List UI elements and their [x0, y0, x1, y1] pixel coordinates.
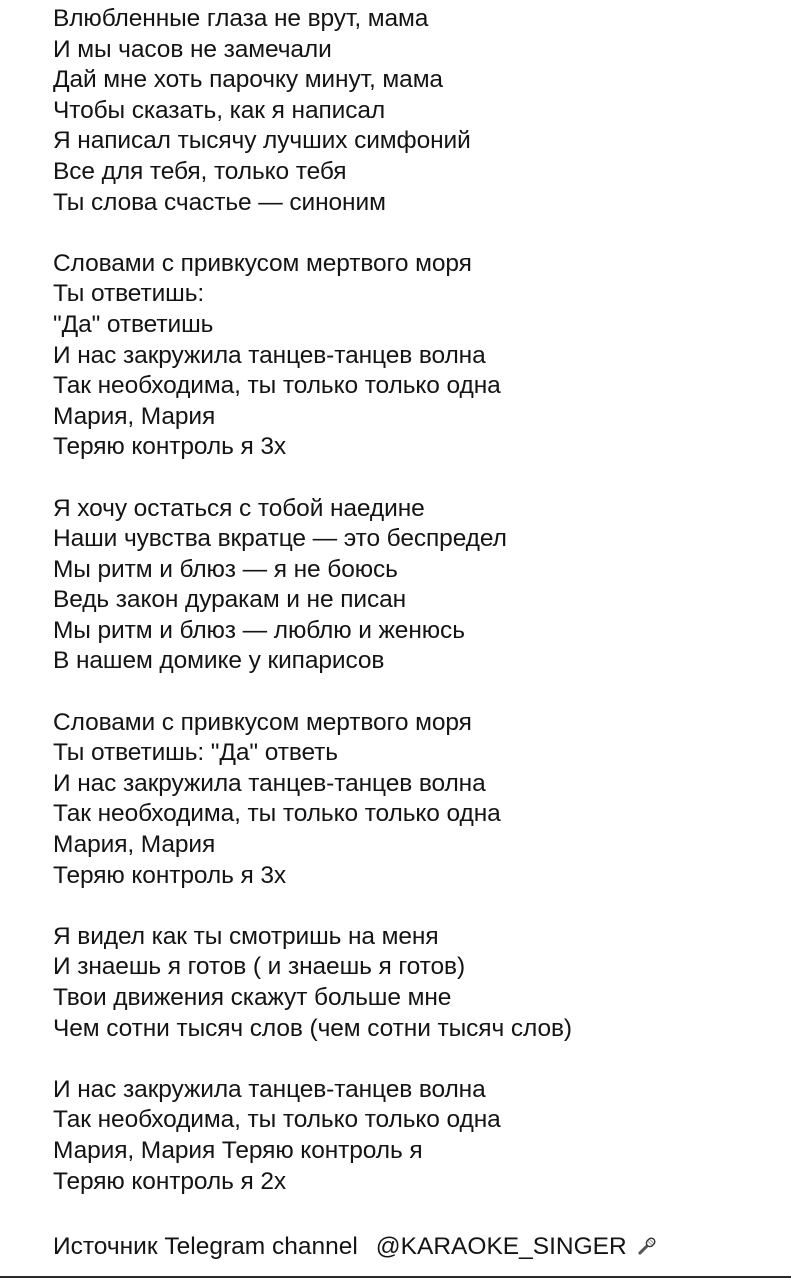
stanza [53, 494, 783, 678]
lyric-line: Ты ответишь: [53, 280, 205, 308]
source-label: Источник Telegram channel [53, 1233, 358, 1260]
lyric-line: Наши чувства вкратце — это беспредел [53, 525, 507, 553]
lyric-line: Чем сотни тысяч слов (чем сотни тысяч слов) [53, 1014, 572, 1042]
stanza [53, 922, 783, 1044]
stanza [53, 4, 783, 218]
stanza [53, 249, 783, 463]
lyric-line: Теряю контроль я 3х [53, 861, 287, 889]
lyric-line: Твои движения скажут больше мне [53, 984, 452, 1011]
lyric-line: Мы ритм и блюз — я не боюсь [53, 555, 398, 583]
lyric-line: Так необходима, ты только только одна [53, 1106, 501, 1134]
lyric-line: Все для тебя, только тебя [53, 157, 347, 185]
lyric-line: Дай мне хоть парочку минут, мама [53, 66, 443, 94]
lyric-line: Так необходима, ты только только одна [53, 372, 501, 400]
lyric-line: Чтобы сказать, как я написал [53, 96, 386, 124]
lyric-line: Ведь закон дуракам и не писан [53, 586, 407, 614]
lyrics-text [53, 4, 783, 1228]
lyric-line: Влюбленные глаза не врут, мама [53, 5, 429, 32]
lyric-line: Мария, Мария [53, 402, 216, 430]
lyric-line: Ты ответишь: "Да" ответь [53, 739, 338, 767]
lyric-line: Теряю контроль я 2х [53, 1167, 287, 1195]
lyric-line: Мы ритм и блюз — люблю и женюсь [53, 616, 465, 644]
stanza [53, 1075, 783, 1197]
lyric-line: Я написал тысячу лучших симфоний [53, 127, 471, 155]
lyric-line: И мы часов не замечали [53, 35, 332, 63]
lyric-line: "Да" ответишь [53, 310, 214, 338]
stanza [53, 708, 783, 892]
lyric-line: И нас закружила танцев-танцев волна [53, 1075, 486, 1103]
microphone-icon [633, 1234, 659, 1260]
source-footer [53, 1232, 659, 1263]
lyric-line: В нашем домике у кипарисов [53, 647, 385, 675]
bottom-divider [0, 1276, 791, 1278]
lyric-line: Мария, Мария [53, 831, 216, 859]
lyric-line: Так необходима, ты только только одна [53, 800, 501, 828]
lyric-line: Я хочу остаться с тобой наедине [53, 494, 425, 522]
lyric-line: И нас закружила танцев-танцев волна [53, 341, 486, 369]
lyric-line: Теряю контроль я 3х [53, 433, 287, 461]
telegram-handle: @KARAOKE_SINGER [375, 1233, 627, 1260]
lyric-line: Я видел как ты смотришь на меня [53, 922, 439, 950]
lyric-line: Мария, Мария Теряю контроль я [53, 1136, 423, 1164]
lyric-line: Словами с привкусом мертвого моря [53, 249, 472, 277]
lyric-line: Словами с привкусом мертвого моря [53, 708, 472, 736]
lyric-line: И знаешь я готов ( и знаешь я готов) [53, 953, 466, 981]
lyric-line: Ты слова счастье — синоним [53, 188, 386, 216]
lyric-line: И нас закружила танцев-танцев волна [53, 769, 486, 797]
